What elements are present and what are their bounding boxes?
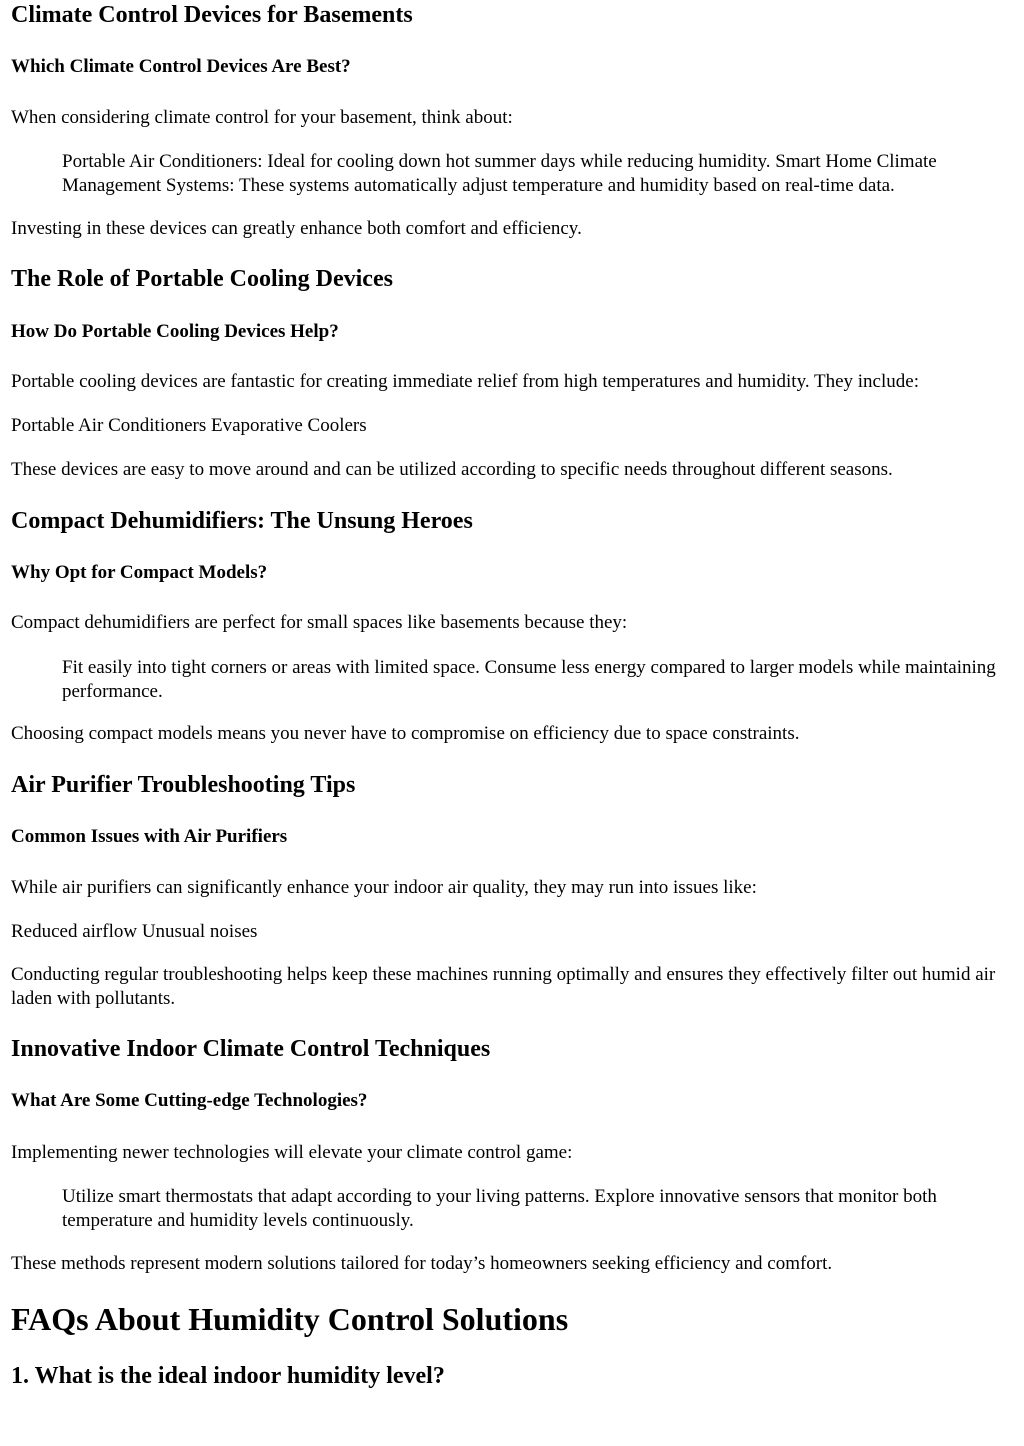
section-intro: When considering climate control for your basement, think about: [11, 107, 513, 128]
section-heading: Climate Control Devices for Basements [11, 2, 413, 28]
section-quote: Fit easily into tight corners or areas with limited space. Consume less energy compared to larger models while maintaining performance. [62, 657, 996, 702]
section-intro: Compact dehumidifiers are perfect for small spaces like basements because they: [11, 612, 628, 633]
section-intro: While air purifiers can significantly enhance your indoor air quality, they may run into issues like: [11, 877, 757, 898]
section-quote: Portable Air Conditioners: Ideal for cooling down hot summer days while reducing humidity. Smart Home Climate Management Systems: These systems automatically adjust temperature and humidity based on real-time data. [62, 151, 937, 196]
section-heading: Compact Dehumidifiers: The Unsung Heroes [11, 508, 473, 534]
section-heading: Innovative Indoor Climate Control Techniques [11, 1036, 491, 1062]
section-subheading: Common Issues with Air Purifiers [11, 826, 288, 847]
section-outro: These methods represent modern solutions tailored for today’s homeowners seeking efficiency and comfort. [11, 1253, 833, 1274]
section-quote: Utilize smart thermostats that adapt according to your living patterns. Explore innovative sensors that monitor both temperature and humidity levels continuously. [62, 1186, 937, 1231]
section-heading: Air Purifier Troubleshooting Tips [11, 772, 356, 798]
section-outro: These devices are easy to move around and can be utilized according to specific needs throughout different seasons. [11, 459, 893, 480]
faq-question: 1. What is the ideal indoor humidity level? [11, 1363, 445, 1389]
section-outro: Investing in these devices can greatly enhance both comfort and efficiency. [11, 218, 582, 239]
section-subheading: How Do Portable Cooling Devices Help? [11, 321, 339, 342]
section-list: Reduced airflow Unusual noises [11, 921, 258, 942]
section-intro: Implementing newer technologies will elevate your climate control game: [11, 1142, 573, 1163]
section-subheading: What Are Some Cutting-edge Technologies? [11, 1090, 368, 1111]
section-intro: Portable cooling devices are fantastic for creating immediate relief from high temperatures and humidity. They include: [11, 371, 919, 392]
section-outro: Choosing compact models means you never have to compromise on efficiency due to space constraints. [11, 723, 800, 744]
section-list: Portable Air Conditioners Evaporative Coolers [11, 415, 367, 436]
faq-title: FAQs About Humidity Control Solutions [11, 1301, 569, 1337]
section-outro: Conducting regular troubleshooting helps keep these machines running optimally and ensures they effectively filter out humid air laden with pollutants. [11, 964, 996, 1009]
section-heading: The Role of Portable Cooling Devices [11, 266, 393, 292]
section-subheading: Why Opt for Compact Models? [11, 562, 268, 583]
section-subheading: Which Climate Control Devices Are Best? [11, 56, 351, 77]
